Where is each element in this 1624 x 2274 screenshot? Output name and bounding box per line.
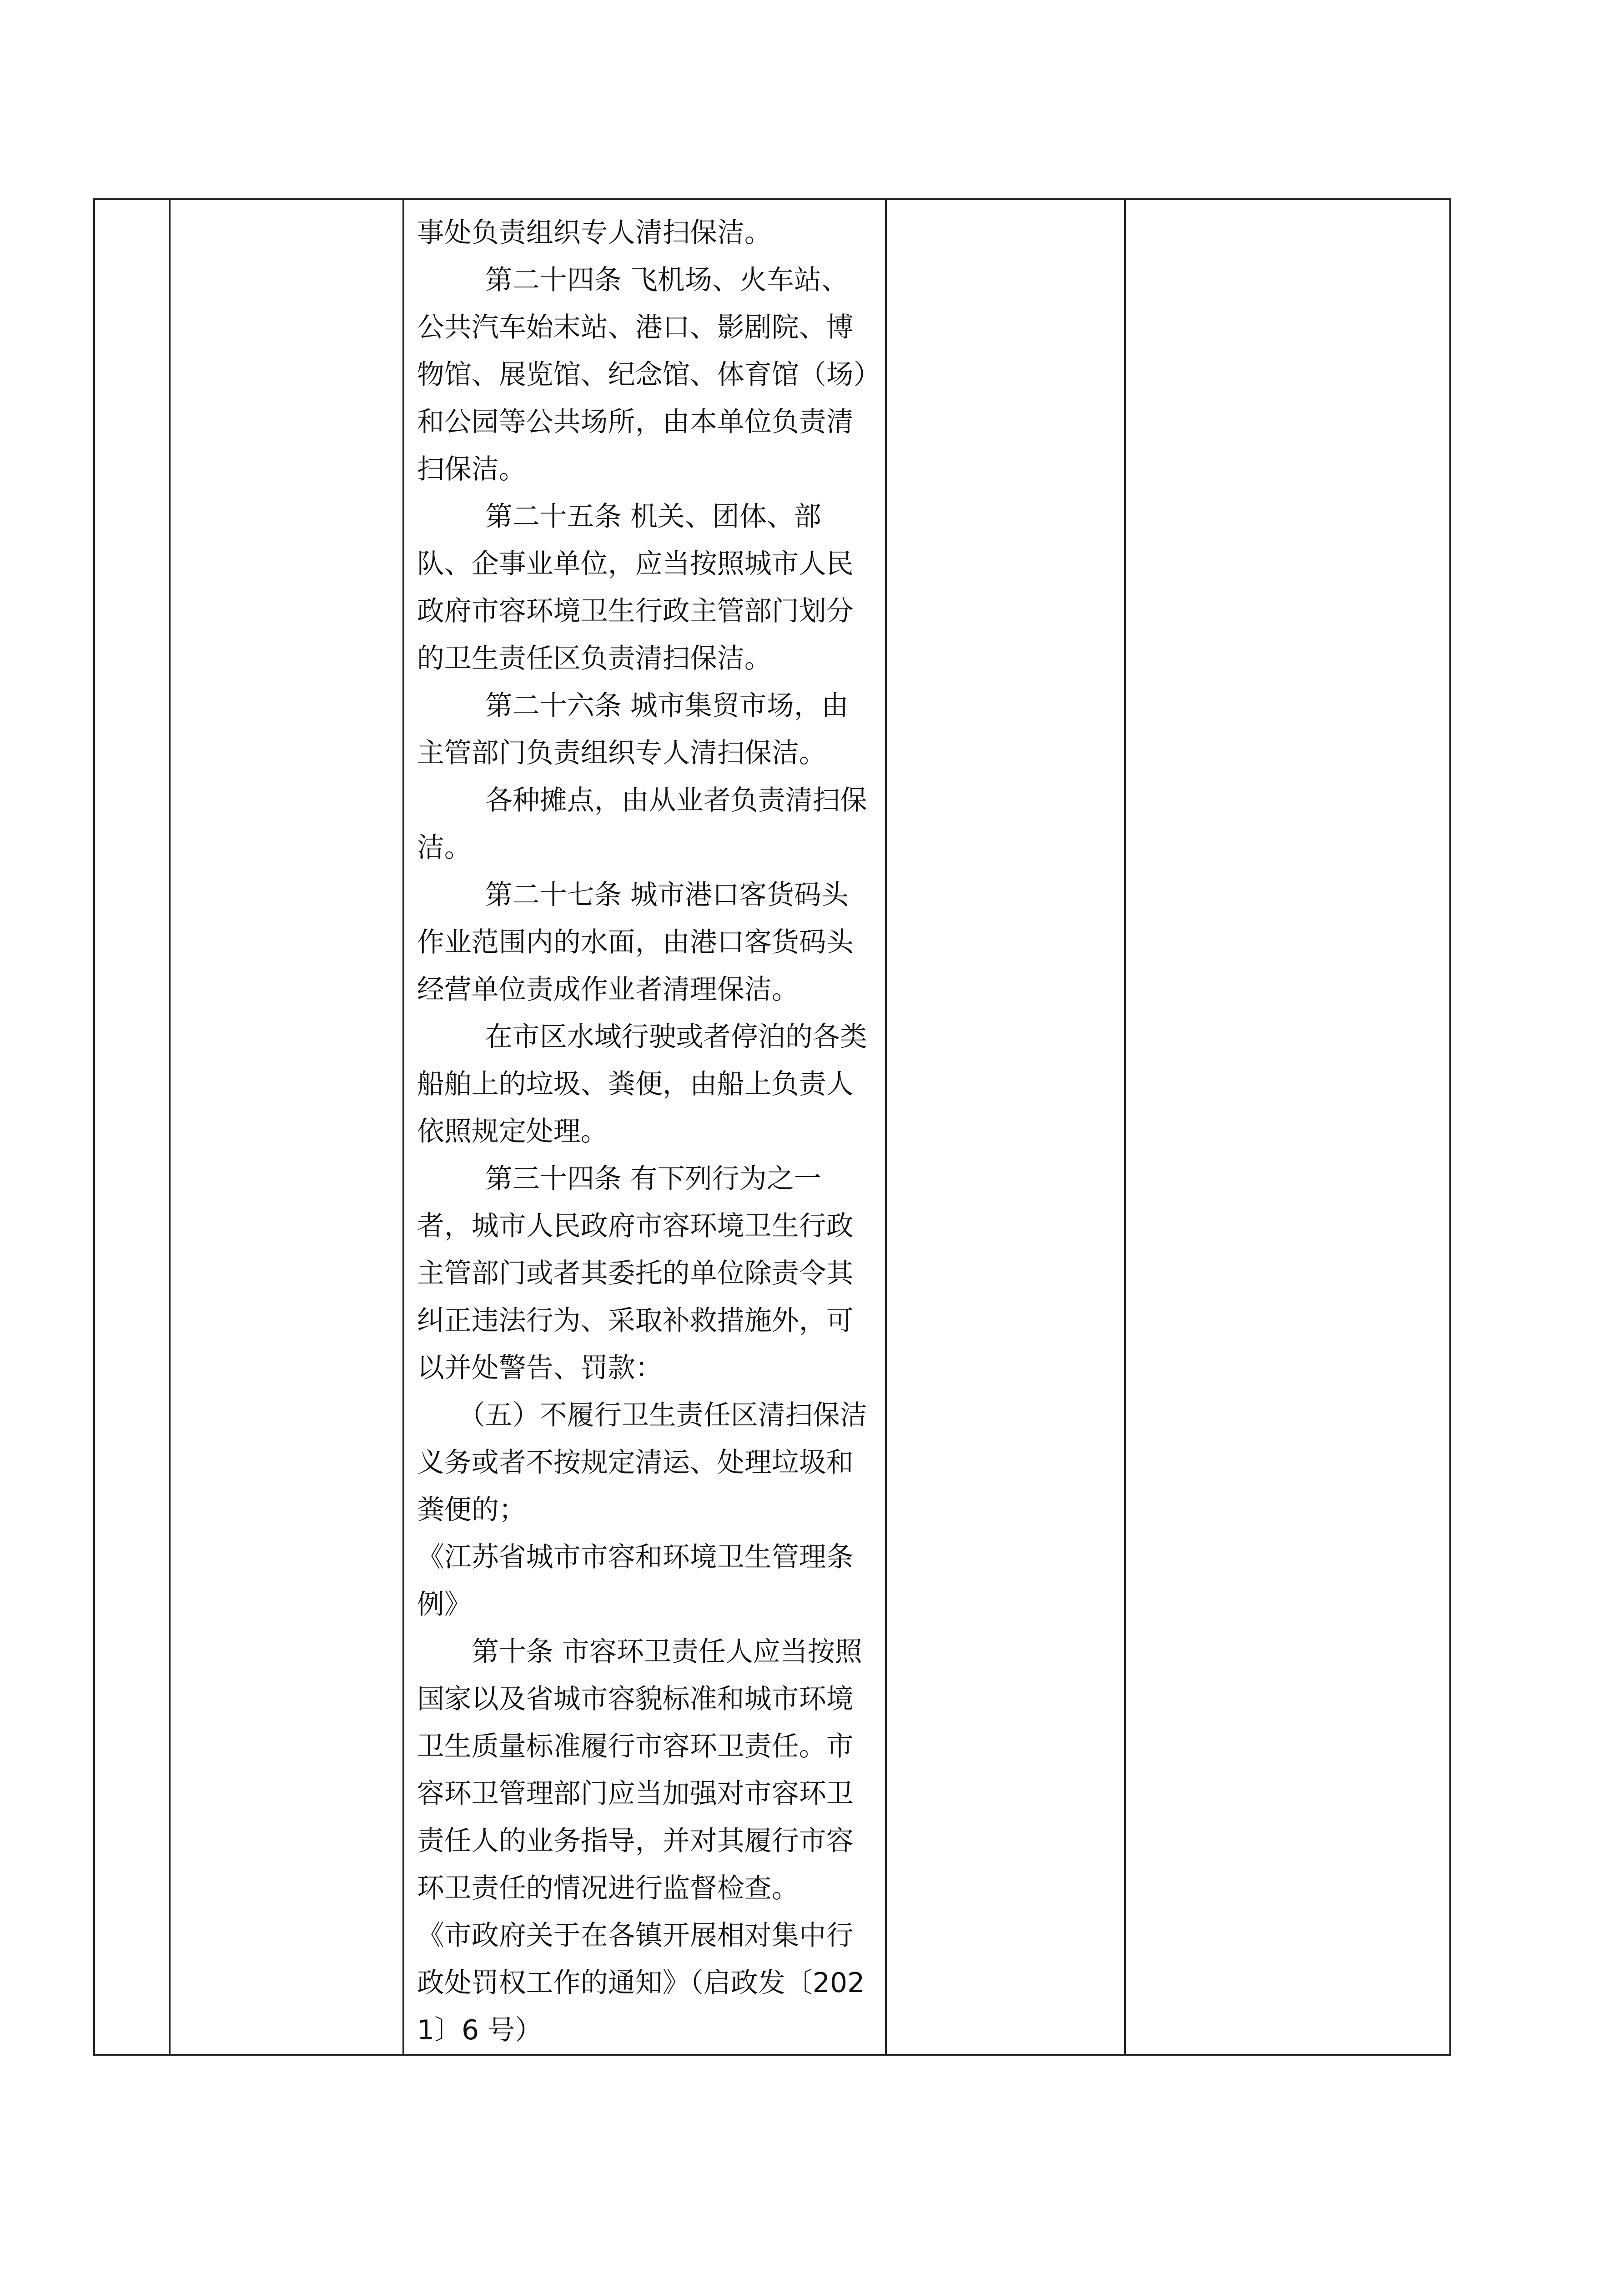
table-row	[94, 199, 1450, 2055]
table-cell-col4	[886, 199, 1125, 2055]
table-cell-item	[170, 199, 403, 2055]
legal-paragraph: 第二十五条 机关、团体、部队、企事业单位，应当按照城市人民政府市容环境卫生行政主管部门划分的卫生责任区负责清扫保洁。	[417, 501, 854, 674]
legal-source-title: 《市政府关于在各镇开展相对集中行政处罚权工作的通知》（启政发〔2021〕6 号）	[417, 1920, 865, 2046]
legal-paragraph: （五）不履行卫生责任区清扫保洁义务或者不按规定清运、处理垃圾和粪便的；	[417, 1399, 867, 1526]
table-cell-col5	[1125, 199, 1450, 2055]
legal-paragraph: 事处负责组织专人清扫保洁。	[417, 217, 772, 249]
regulation-table	[93, 198, 1451, 2056]
table-cell-legal-basis	[403, 199, 886, 2055]
legal-source-title: 《江苏省城市市容和环境卫生管理条例》	[417, 1541, 854, 1620]
legal-paragraph: 第二十六条 城市集贸市场，由主管部门负责组织专人清扫保洁。	[417, 690, 849, 769]
legal-paragraph: 第十条 市容环卫责任人应当按照国家以及省城市容貌标准和城市环境卫生质量标准履行市容环卫责任。市容环卫管理部门应当加强对市容环卫责任人的业务指导，并对其履行市容环卫责任的情况进行监督检查。	[417, 1636, 862, 1904]
legal-paragraph: 第三十四条 有下列行为之一者，城市人民政府市容环境卫生行政主管部门或者其委托的单位除责令其纠正违法行为、采取补救措施外，可以并处警告、罚款：	[417, 1163, 854, 1384]
legal-paragraph: 各种摊点，由从业者负责清扫保洁。	[417, 785, 867, 864]
legal-paragraph: 在市区水域行驶或者停泊的各类船舶上的垃圾、粪便，由船上负责人依照规定处理。	[417, 1021, 867, 1147]
table-cell-index	[94, 199, 170, 2055]
legal-paragraph: 第二十七条 城市港口客货码头作业范围内的水面，由港口客货码头经营单位责成作业者清理保洁。	[417, 879, 854, 1006]
legal-paragraph: 第二十四条 飞机场、火车站、公共汽车始末站、港口、影剧院、博物馆、展览馆、纪念馆、体育馆（场）和公园等公共场所，由本单位负责清扫保洁。	[417, 264, 867, 485]
